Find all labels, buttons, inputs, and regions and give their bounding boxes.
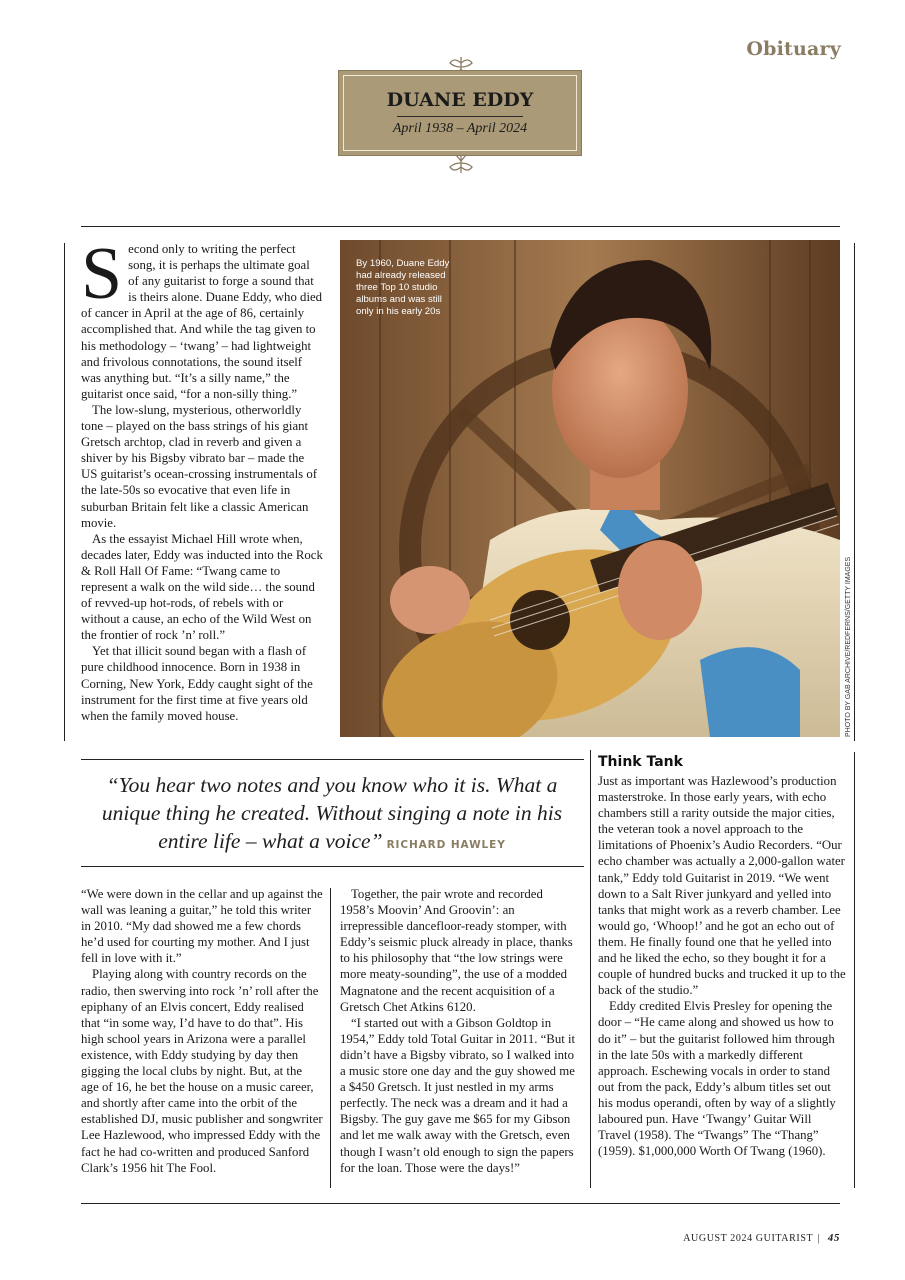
sub-heading: Think Tank	[598, 754, 683, 770]
section-label: Obituary	[746, 38, 841, 60]
column-b-para-0: Together, the pair wrote and recorded 1958’s Moovin’ And Groovin’: an irrepressible dancefloor-ready stomper, with Eddy’s seismic pluck already in place, thanks to his philosophy that “the low strings were more meaty-sounding”, the use of a modded Magnatone and the recent acquisition of a Gretsch Chet Atkins 6120.	[340, 887, 573, 1014]
top-rule	[81, 226, 840, 227]
column-b-para-1: “I started out with a Gibson Goldtop in 1954,” Eddy told Total Guitar in 2011. “But it didn’t have a Bigsby vibrato, so I walked into a music store one day and the guy showed me a $450 Gretsch. It just nestled in my arms perfectly. The neck was a dream and it had a Bigsby. The guy gave me $65 for my Gibson and let me walk away with the Gretsch, even though I wasn’t old enough to sign the papers for the loan. Those were the days!”	[340, 1015, 576, 1175]
obituary-dates: April 1938 – April 2024	[392, 121, 528, 136]
right-margin-rule-lower	[854, 752, 855, 1188]
column-c	[598, 773, 846, 1159]
column-1-para-2: As the essayist Michael Hill wrote when, decades later, Eddy was inducted into the Rock & Roll Hall Of Fame: “Twang came to represent a walk on the wild side… the sound of revved-up hot-rods, of rebels with or without a cause, an echo of the Wild West on the frontier of rock ’n’ roll.”	[81, 531, 323, 643]
column-b	[340, 886, 580, 1176]
column-rule-b	[330, 888, 331, 1188]
quote-top-rule	[81, 759, 584, 760]
column-1-para-0: Second only to writing the perfect song, it is perhaps the ultimate goal of any guitarist to forge a sound that is theirs alone. Duane Eddy, who died of cancer in April at the age of 86, certainly accomplished that. And while the tag given to his methodology – ‘twang’ – had lightweight and frivolous connotations, the sound itself was anything but. “It’s a silly name,” the guitarist once said, “for a non-silly thing.”	[81, 233, 323, 401]
column-1	[81, 233, 323, 724]
photo-caption: By 1960, Duane Eddy had already released three Top 10 studio albums and was still only in his early 20s	[356, 258, 450, 317]
title-plaque	[338, 70, 582, 156]
column-c-para-1: Eddy credited Elvis Presley for opening the door – “He came along and showed us how to do it” – but the guitarist followed him through in the late 50s with a markedly different approach. Eschewing vocals in order to stand out from the pack, Eddy’s album titles set out his modus operandi, often by way of a slightly laboured pun. Have ‘Twangy’ Guitar Will Travel (1958). The “Twangs” The “Thang” (1959). $1,000,000 Worth Of Twang (1960).	[598, 999, 836, 1159]
quote-bottom-rule	[81, 866, 584, 867]
column-rule-c	[590, 750, 591, 1188]
page-footer: AUGUST 2024 GUITARIST | 45	[683, 1232, 840, 1244]
column-c-para-0: Just as important was Hazlewood’s production masterstroke. In those early years, with echo chambers still a rarity outside the major cities, the veteran took a novel approach to the limitations of Phoenix’s Audio Recorders. “Our echo chamber was actually a 2,000-gallon water tank,” Eddy told Guitarist in 2019. “We went down to a Salt River junkyard and yelled into tanks that might work as a reverb chamber. Lee would go, ‘Whoop!’ and he got an echo out of them. He finally found one that he yelled into and he liked the echo, so they bought it for a couple of hundred bucks and trucked it up to the back of the studio.”	[598, 774, 846, 998]
bottom-rule	[81, 1203, 840, 1204]
pull-quote	[90, 771, 574, 859]
pull-quote-attribution: RICHARD HAWLEY	[386, 839, 506, 851]
obituary-name: DUANE EDDY	[386, 89, 534, 111]
column-1-para-1: The low-slung, mysterious, otherworldly tone – played on the bass strings of his giant Gretsch archtop, clad in reverb and given a shiver by his Bigsby vibrato bar – made the US guitarist’s ocean-crossing instrumentals of the late-50s so evocative that even life in suburban Britain felt like a classic American movie.	[81, 402, 317, 530]
column-a-para-0: “We were down in the cellar and up against the wall was leaning a guitar,” he told this writer in 2010. “My dad showed me a few chords he’d used for courting my mother. And I just fell in love with it.”	[81, 887, 323, 966]
column-1-para-3: Yet that illicit sound began with a flash of pure childhood innocence. Born in 1938 in Corning, New York, Eddy caught sight of the instrument for the first time at five years old when the family moved house.	[81, 644, 313, 723]
page-number: 45	[827, 1232, 840, 1244]
column-a	[81, 886, 323, 1176]
left-margin-rule	[64, 243, 65, 741]
footer-issue: AUGUST 2024 GUITARIST	[683, 1233, 814, 1244]
bottom-ornament-icon	[446, 153, 476, 175]
photo-credit: PHOTO BY GAB ARCHIVE/REDFERNS/GETTY IMAGES	[845, 556, 852, 737]
column-a-para-1: Playing along with country records on the radio, then swerving into rock ’n’ roll after the epiphany of an Elvis concert, Eddy realised that “in some way, I’d have to do that”. His high school years in Arizona were a parallel existence, with Eddy studying by day then gigging the local clubs by night. But, at the age of 16, he bet the house on a music career, and shortly after came into the orbit of the established DJ, music publisher and songwriter Lee Hazlewood, who impressed Eddy with the fact he had co-written and produced Sanford Clark’s 1956 hit The Fool.	[81, 967, 323, 1175]
pull-quote-text: “You hear two notes and you know who it is. What a unique thing he created. Without singing a note in his entire life – what a voice”	[101, 773, 563, 853]
drop-cap: S	[81, 233, 123, 315]
